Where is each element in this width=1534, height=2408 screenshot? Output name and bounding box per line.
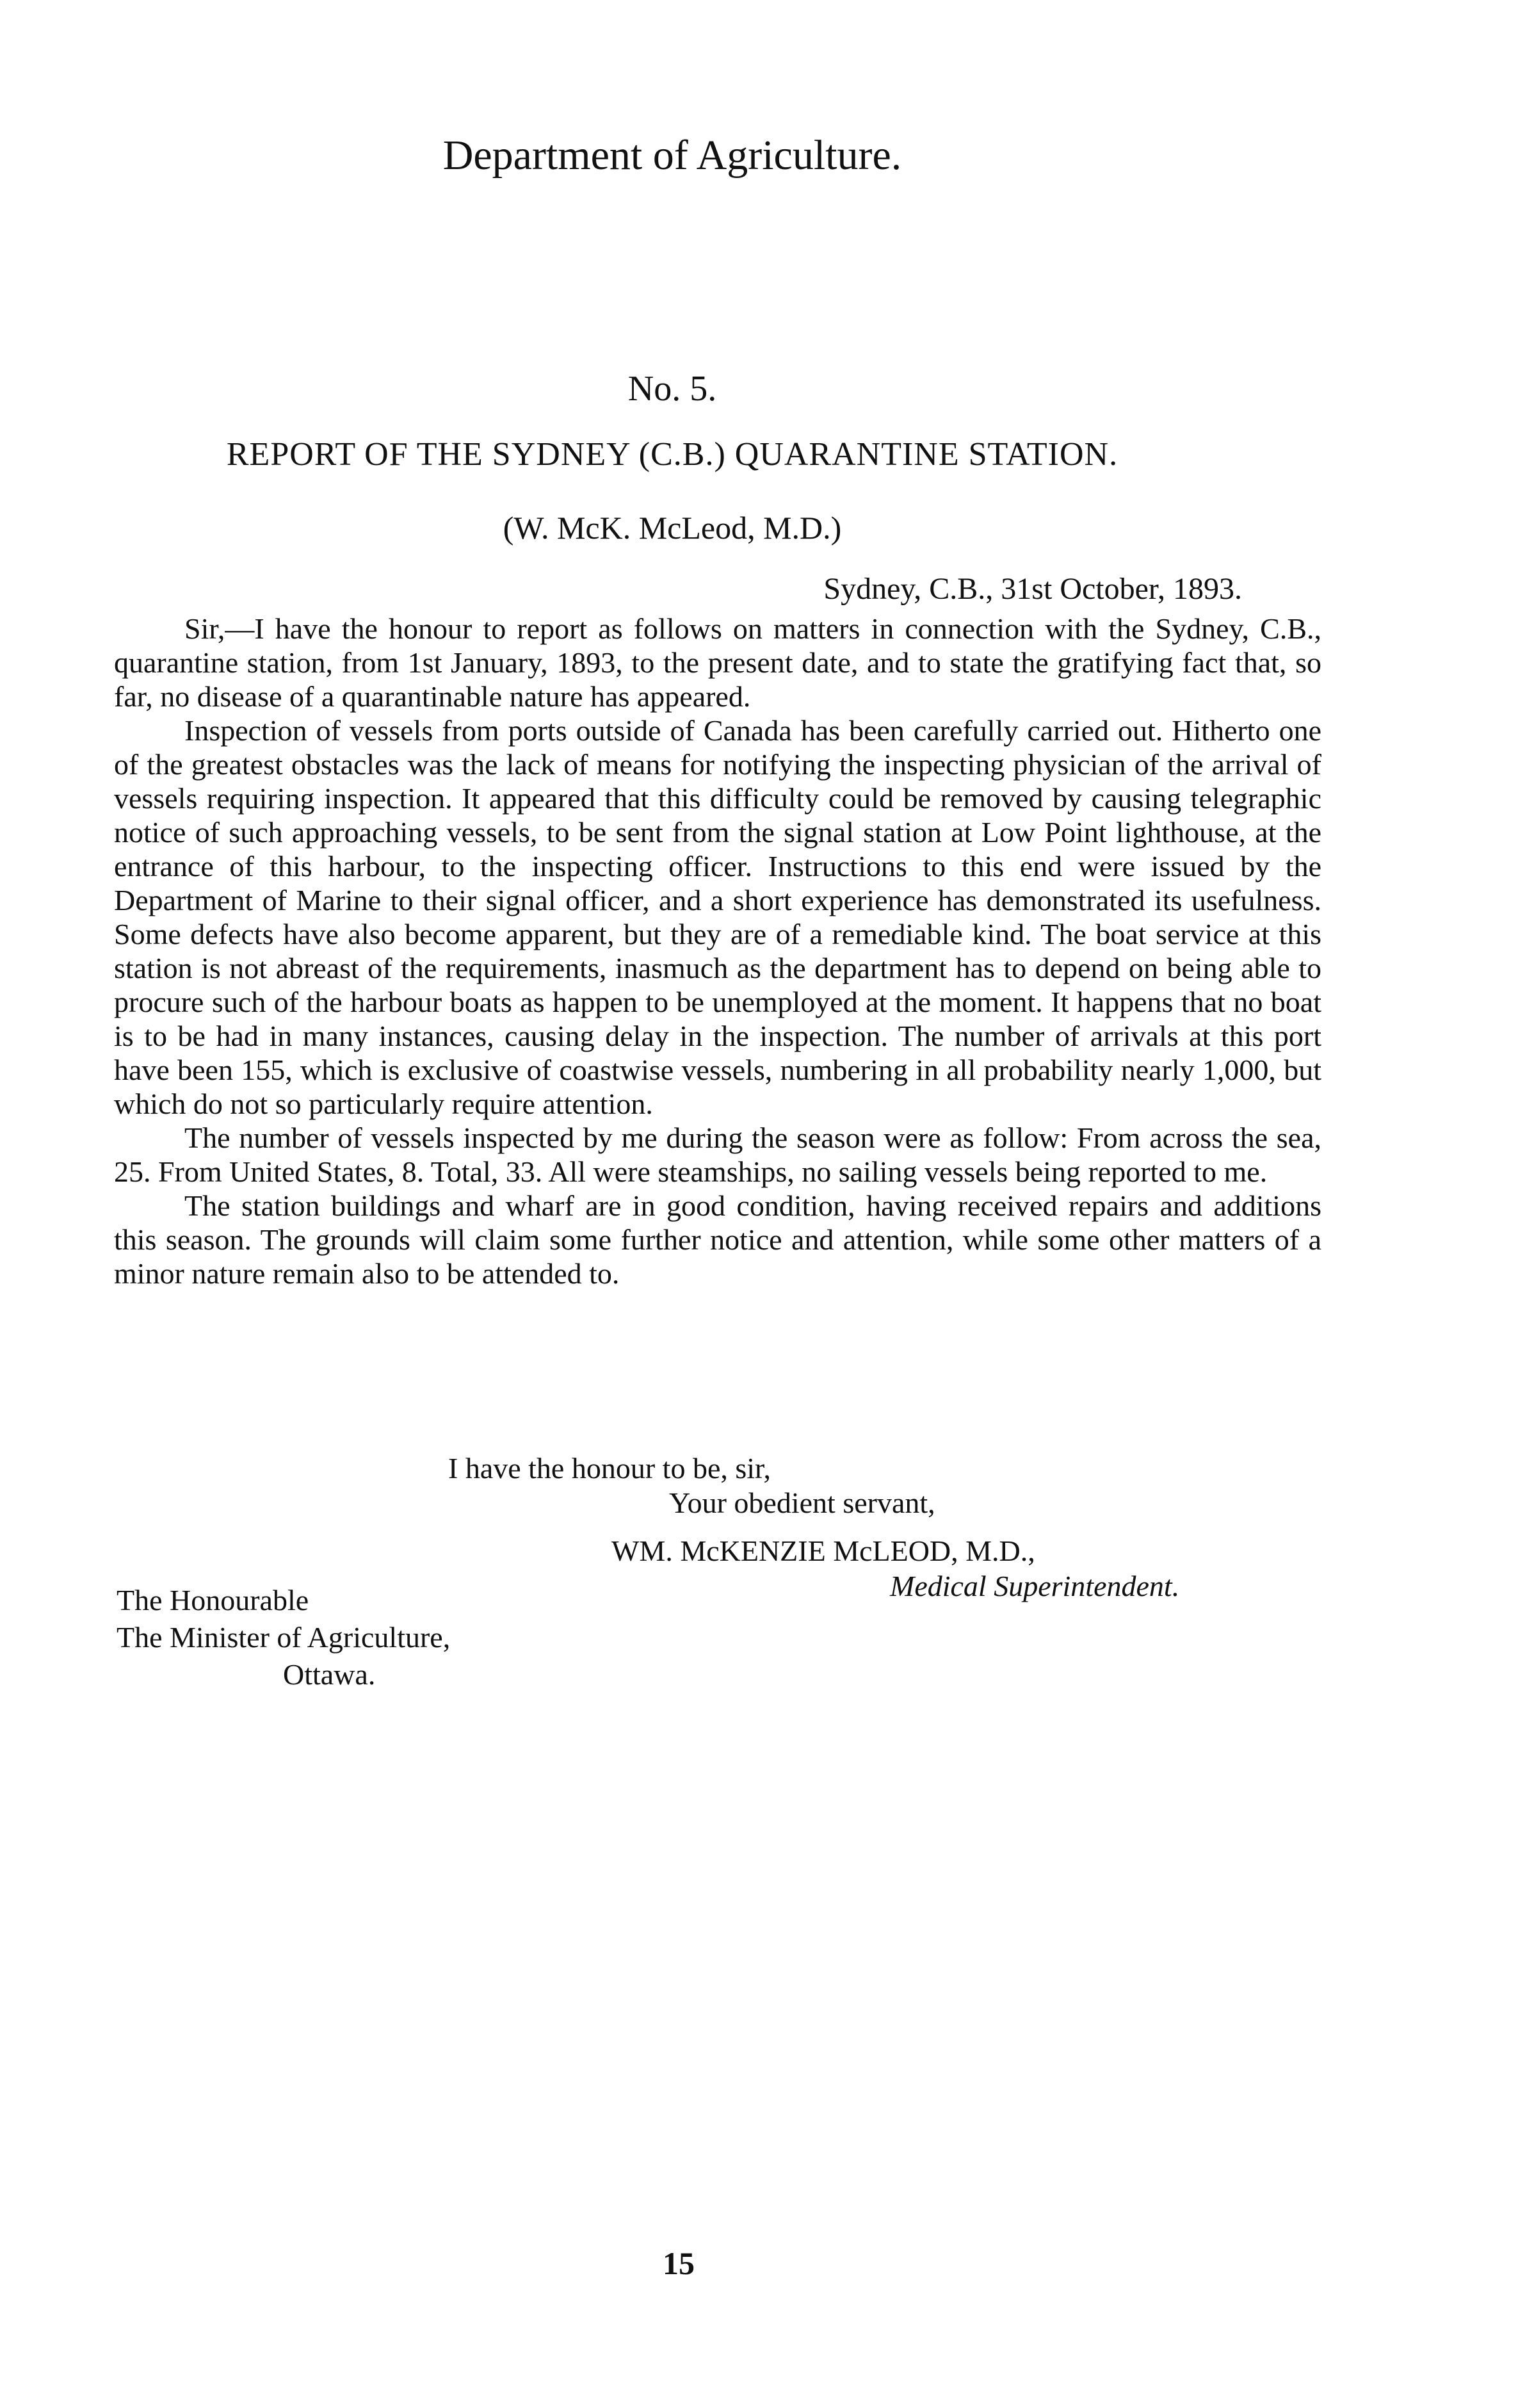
addressee-line: The Minister of Agriculture, (117, 1621, 451, 1654)
addressee-block (52, 1582, 450, 1693)
closing-line: I have the honour to be, sir, (448, 1452, 771, 1485)
valediction: Your obedient servant, (669, 1486, 935, 1519)
paragraph-vessel-count: The number of vessels inspected by me during the season were as follow: From across the sea, 25. From United States, 8. Total, 33. All were steamships, no sailing vessels being reported to me. (114, 1121, 1321, 1188)
signature-name: WM. McKENZIE McLEOD, M.D., (611, 1534, 1035, 1567)
running-head: Department of Agriculture. (442, 132, 902, 179)
paragraph-station-buildings: The station buildings and wharf are in good condition, having received repairs and additions this season. The grounds will claim some further notice and attention, while some other matters of a minor nature remain also to be attended to. (114, 1189, 1321, 1290)
paragraph-inspection: Inspection of vessels from ports outside of Canada has been carefully carried out. Hitherto one of the greatest obstacles was the lack of means for notifying the inspecting physician of the arrival of vessels requiring inspection. It appeared that this difficulty could be removed by causing telegraphic notice of such approaching vessels, to be sent from the signal station at Low Point lighthouse, at the entrance of this harbour, to the inspecting officer. Instructions to this end were issued by the Department of Marine to their signal officer, and a short experience has demonstrated its usefulness. Some defects have also become apparent, but they are of a remediable kind. The boat service at this station is not abreast of the requirements, inasmuch as the department has to depend on being able to procure such of the harbour boats as happen to be unemployed at the moment. It happens that no boat is to be had in many instances, causing delay in the inspection. The number of arrivals at this port have been 155, which is exclusive of coastwise vessels, numbering in all probability nearly 1,000, but which do not so particularly require attention. (114, 714, 1321, 1120)
report-body (114, 612, 1321, 1290)
signature-title: Medical Superintendent. (890, 1570, 1180, 1602)
page-number: 15 (663, 2245, 695, 2281)
paragraph-opening: Sir,—I have the honour to report as follows on matters in connection with the Sydney, C.B., quarantine station, from 1st January, 1893, to the present date, and to state the gratifying fact that, so far, no disease of a quarantinable nature has appeared. (114, 612, 1321, 713)
addressee-line: The Honourable (117, 1584, 309, 1616)
dateline: Sydney, C.B., 31st October, 1893. (823, 572, 1242, 606)
addressee-line: Ottawa. (283, 1658, 376, 1691)
report-title: REPORT OF THE SYDNEY (C.B.) QUARANTINE STATION. (226, 436, 1118, 473)
report-author: (W. McK. McLeod, M.D.) (503, 510, 842, 546)
report-number: No. 5. (627, 369, 717, 409)
